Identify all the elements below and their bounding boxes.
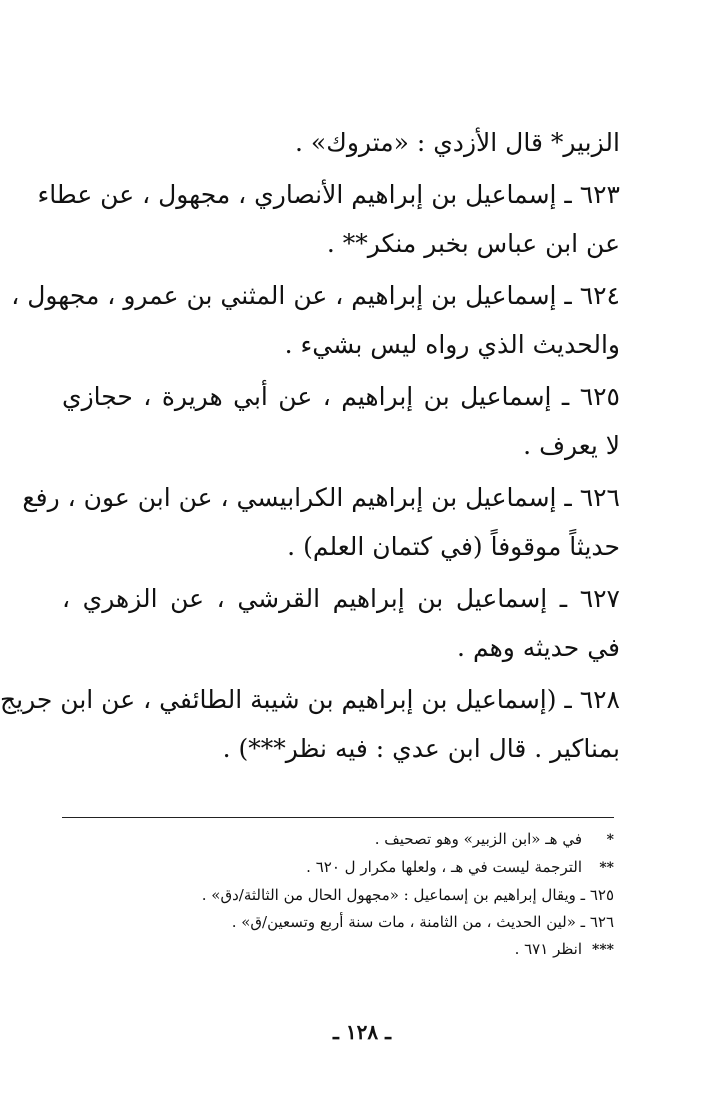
entry-623-line-2: عن ابن عباس بخبر منكر** . xyxy=(326,229,620,258)
main-text xyxy=(0,118,620,773)
entry-623-line-1: ٦٢٣ ـ إسماعيل بن إبراهيم الأنصاري ، مجهول ، عن عطاء xyxy=(37,180,620,209)
entry-628-line-1: ٦٢٨ ـ (إسماعيل بن إبراهيم بن شيبة الطائفي ، عن ابن جريج xyxy=(0,685,620,714)
footnote-divider xyxy=(62,817,614,818)
footnote-text: ٦٢٥ ـ ويقال إبراهيم بن إسماعيل : «مجهول الحال من الثالثة/دق» . xyxy=(201,886,614,904)
entry-625-line-2: لا يعرف . xyxy=(523,431,620,460)
footnote xyxy=(62,909,614,936)
footnote-mark: * xyxy=(606,832,614,848)
footnote-mark: *** xyxy=(592,942,614,958)
footnote-text: الترجمة ليست في هـ ، ولعلها مكرار ل ٦٢٠ . xyxy=(306,858,582,876)
footnote-text: انظر ٦٧١ . xyxy=(514,940,582,958)
entry-628-line-2: بمناكير . قال ابن عدي : فيه نظر***) . xyxy=(222,734,620,763)
entry-627-line-1: ٦٢٧ ـ إسماعيل بن إبراهيم القرشي ، عن الزهري ، xyxy=(62,584,620,613)
footnote xyxy=(62,854,614,882)
footnotes xyxy=(62,826,614,964)
page-number: ـ ١٢٨ ـ xyxy=(333,1020,391,1044)
footnote-text: في هـ «ابن الزبير» وهو تصحيف . xyxy=(374,830,582,848)
entry-627-line-2: في حديثه وهم . xyxy=(457,633,620,662)
entry-624-line-2: والحديث الذي رواه ليس بشيء . xyxy=(284,330,620,359)
entry-626-line-1: ٦٢٦ ـ إسماعيل بن إبراهيم الكرابيسي ، عن ابن عون ، رفع xyxy=(22,483,620,512)
entry-625-line-1: ٦٢٥ ـ إسماعيل بن إبراهيم ، عن أبي هريرة ، حجازي xyxy=(62,382,620,411)
entry-626-line-2: حديثاً موقوفاً (في كتمان العلم) . xyxy=(287,532,620,561)
footnote-text: ٦٢٦ ـ «لين الحديث ، من الثامنة ، مات سنة أربع وتسعين/ق» . xyxy=(231,913,614,931)
footnote-mark: ** xyxy=(599,860,614,876)
entry-624-line-1: ٦٢٤ ـ إسماعيل بن إبراهيم ، عن المثني بن عمرو ، مجهول ، xyxy=(11,281,620,310)
footnote xyxy=(62,936,614,964)
footnote xyxy=(62,882,614,909)
text-line: الزبير* قال الأزدي : «متروك» . xyxy=(295,128,620,157)
footnote xyxy=(62,826,614,854)
